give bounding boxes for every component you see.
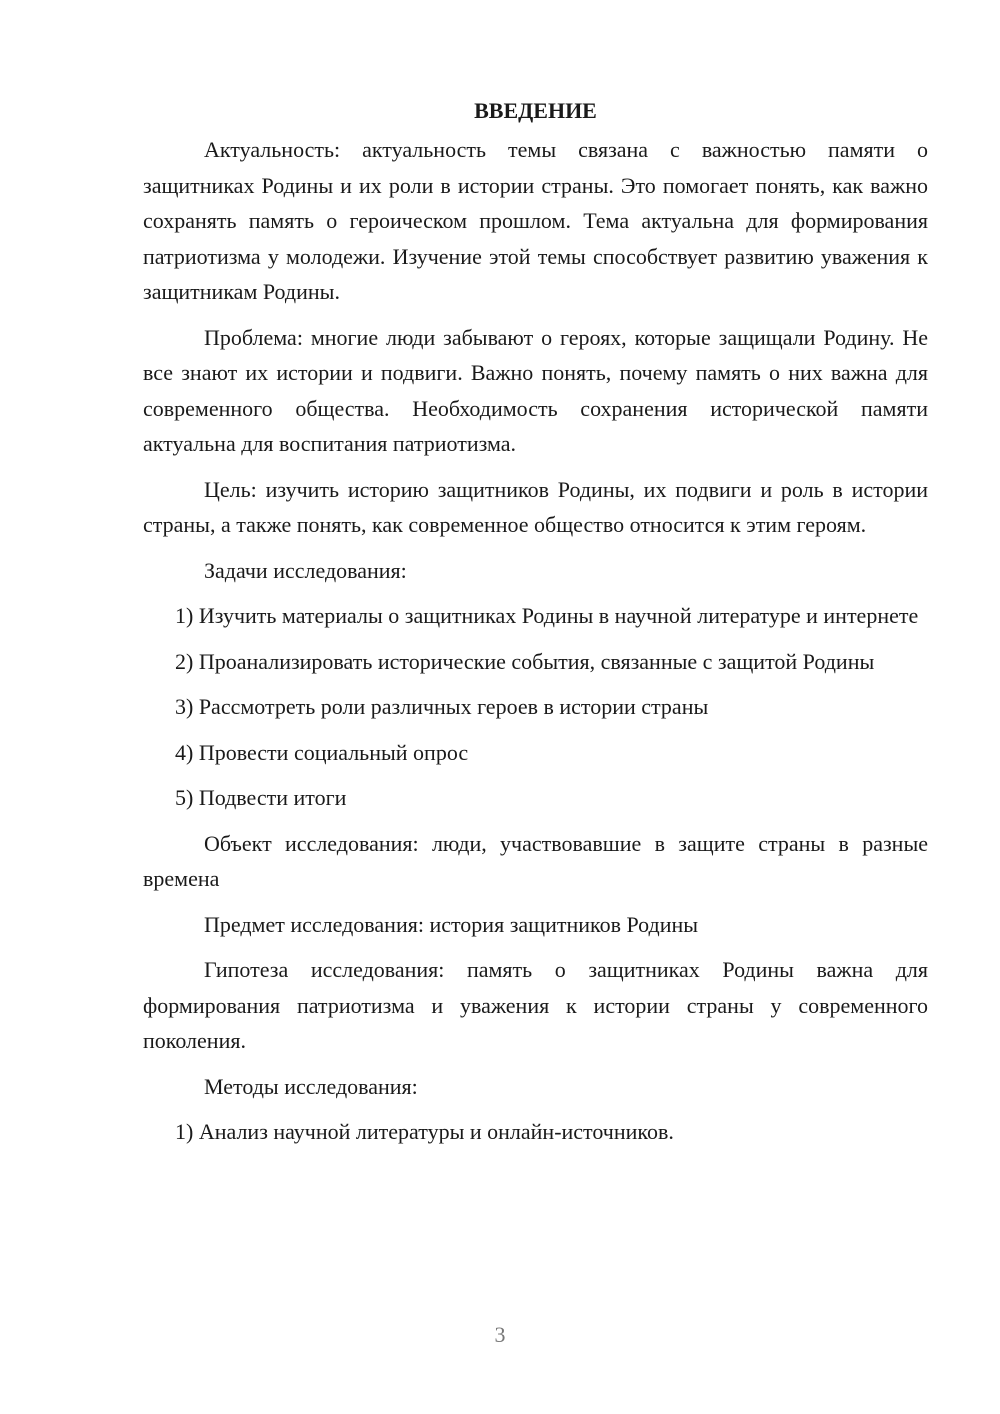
problem-paragraph: Проблема: многие люди забывают о героях, которые защищали Родину. Не все знают их истории и подвиги. Важно понять, почему память о них важна для современного общества. Необходимость сохранения исторической памяти актуальна для воспитания патриотизма.	[143, 324, 928, 456]
hypothesis-paragraph: Гипотеза исследования: память о защитниках Родины важна для формирования патриотизма и уважения к истории страны у современного поколения.	[143, 957, 928, 1053]
method-item: 1) Анализ научной литературы и онлайн-источников.	[175, 1119, 674, 1144]
task-item: 5) Подвести итоги	[175, 785, 347, 810]
page-number: 3	[494, 1322, 506, 1347]
tasks-heading: Задачи исследования:	[204, 557, 407, 583]
task-item: 2) Проанализировать исторические события, связанные с защитой Родины	[175, 648, 875, 674]
document-page	[143, 96, 928, 1160]
page-title: ВВЕДЕНИЕ	[474, 98, 597, 123]
subject-paragraph: Предмет исследования: история защитников Родины	[204, 911, 699, 937]
task-item: 4) Провести социальный опрос	[175, 739, 469, 765]
object-paragraph: Объект исследования: люди, участвовавшие в защите страны в разные времена	[143, 830, 928, 891]
relevance-paragraph: Актуальность: актуальность темы связана с важностью памяти о защитниках Родины и их роли в истории страны. Это помогает понять, как важно сохранять память о героическом прошлом. Тема актуальна для формирования патриотизма у молодежи. Изучение этой темы способствует развитию уважения к защитникам Родины.	[143, 137, 928, 304]
goal-paragraph: Цель: изучить историю защитников Родины, их подвиги и роль в истории страны, а также понять, как современное общество относится к этим героям.	[143, 476, 928, 537]
task-item: 1) Изучить материалы о защитниках Родины в научной литературе и интернете	[175, 603, 919, 628]
methods-heading: Методы исследования:	[204, 1073, 418, 1099]
task-item: 3) Рассмотреть роли различных героев в истории страны	[175, 694, 709, 719]
